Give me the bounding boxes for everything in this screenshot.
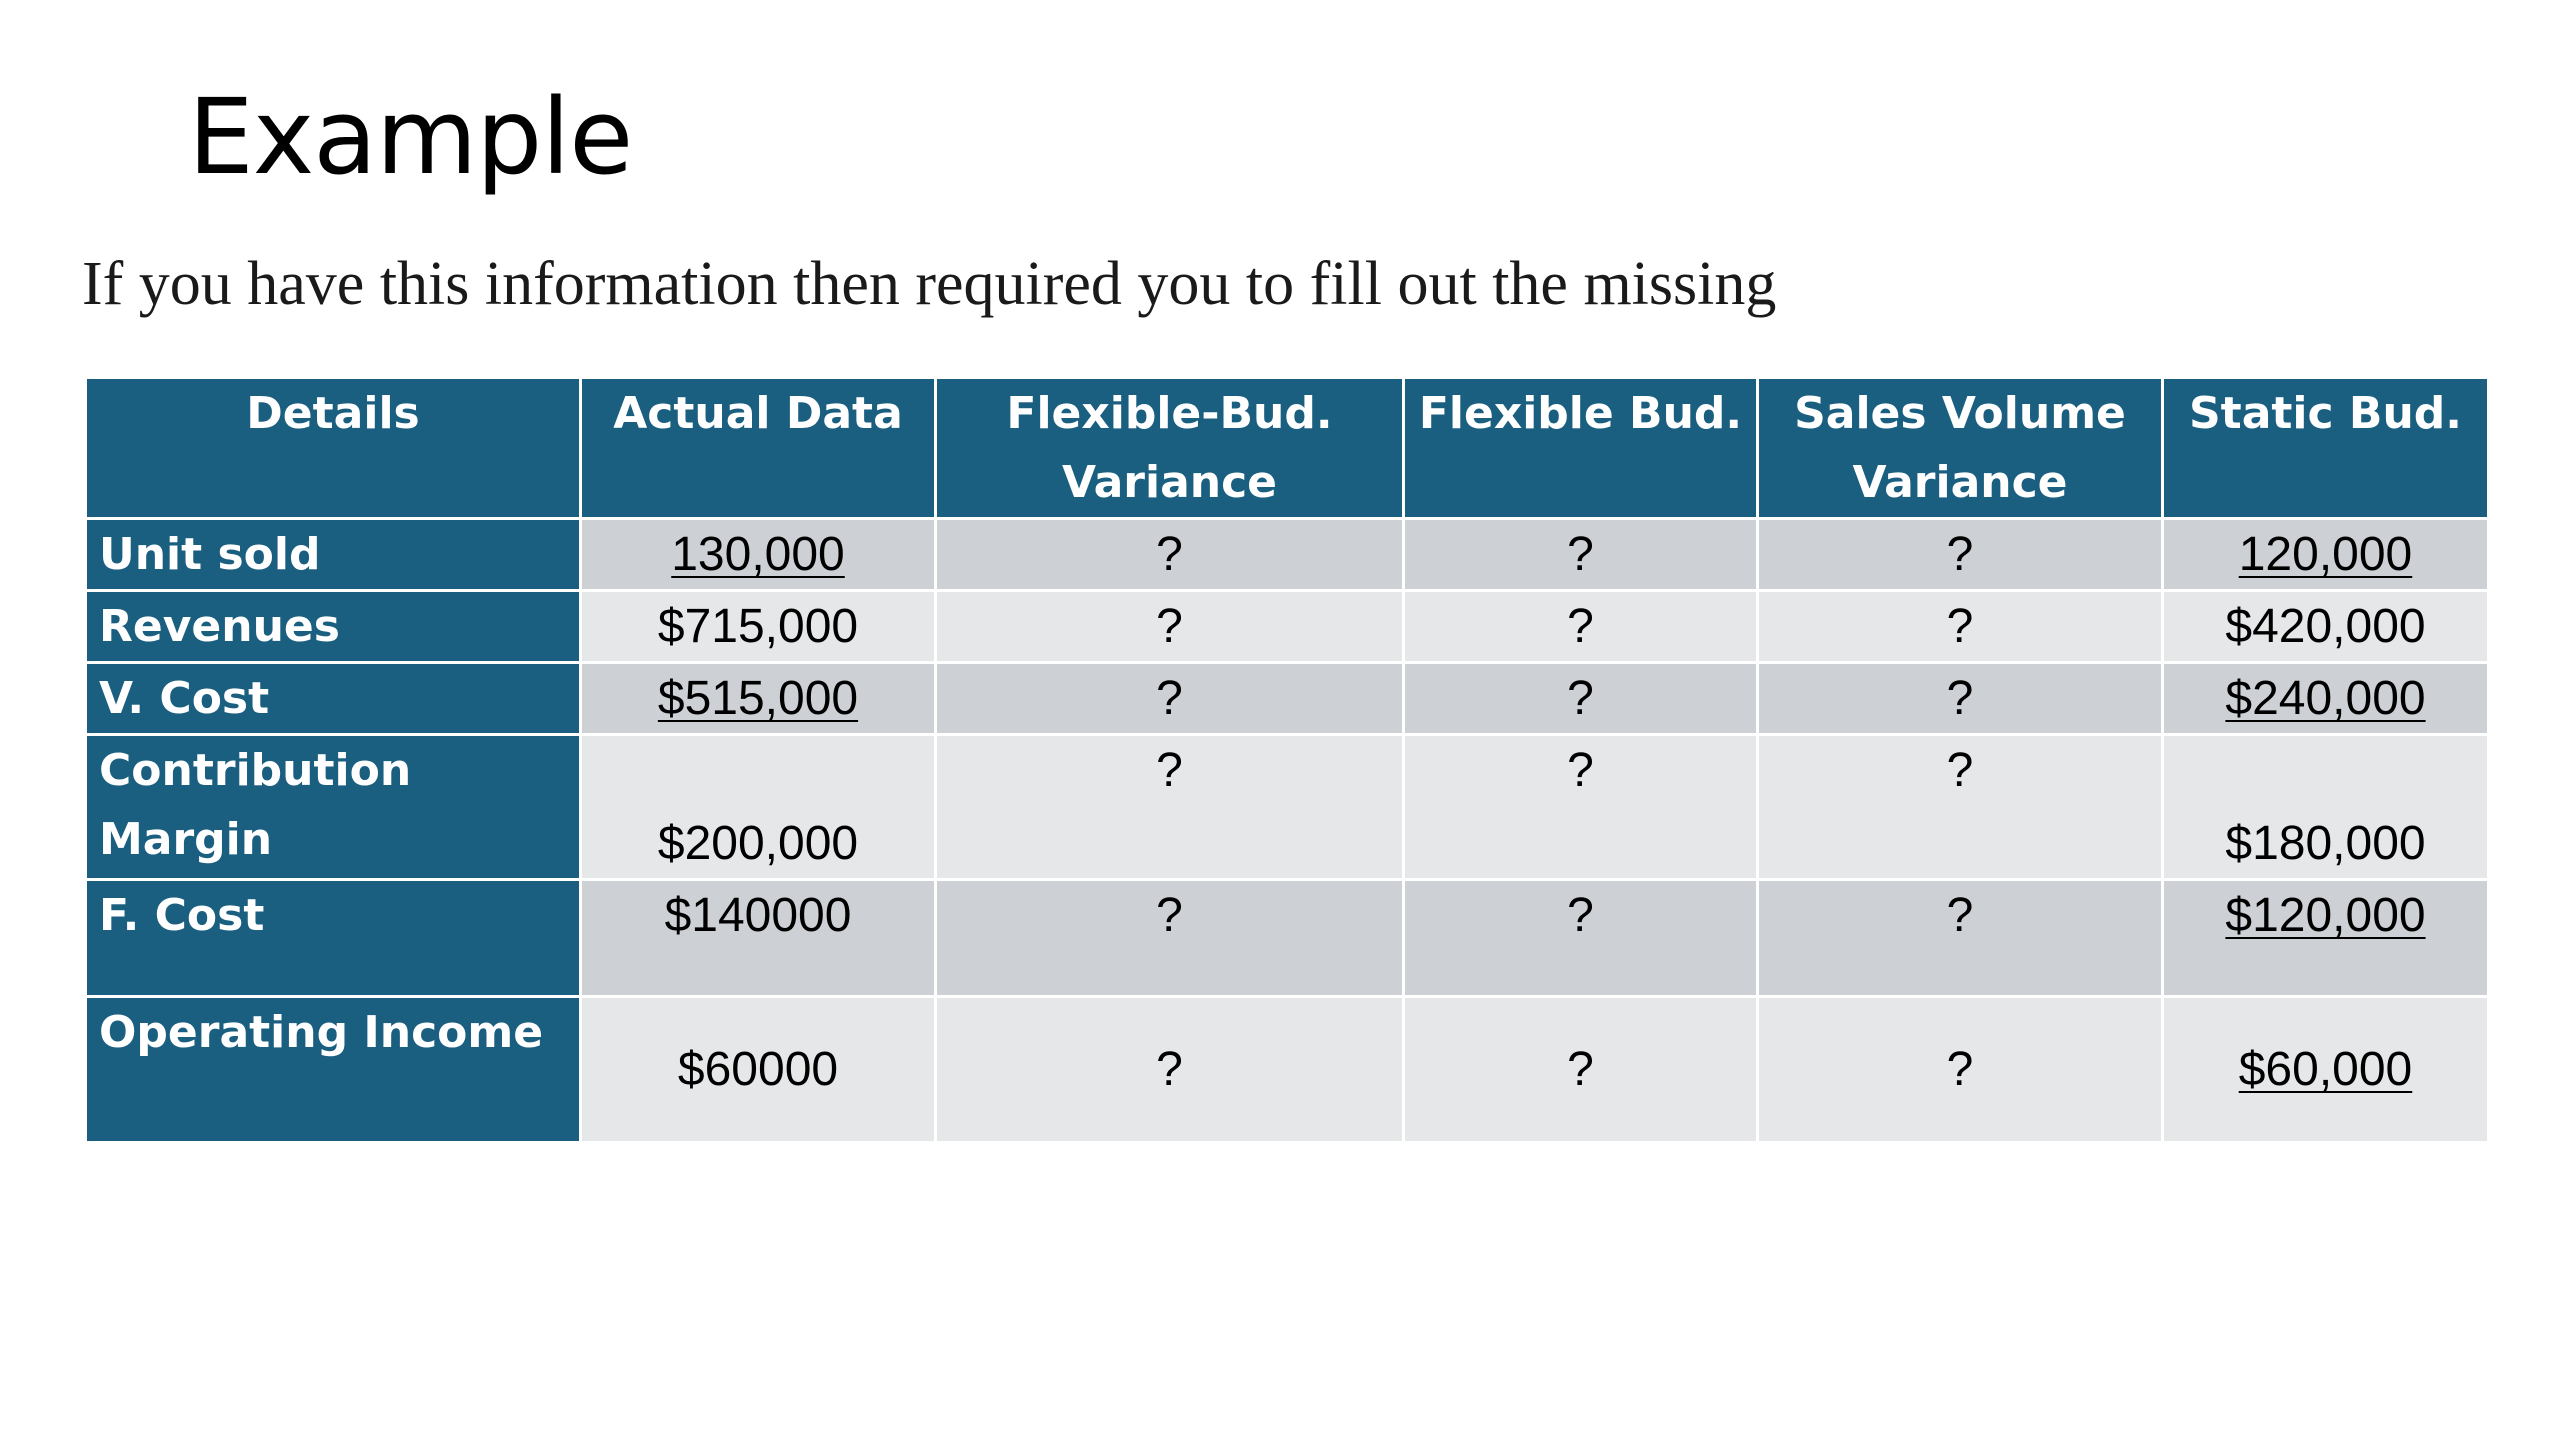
table-header-row: [86, 378, 2489, 519]
flexible-budget-variance-cell: ?: [936, 880, 1404, 997]
header-details: Details: [86, 378, 581, 519]
sales-volume-variance-cell: ?: [1758, 519, 2163, 591]
table-row-operating-income: [86, 997, 2489, 1143]
table-row-fixed-cost: [86, 880, 2489, 997]
actual-cell: [581, 663, 936, 735]
flexible-budget-variance-cell: ?: [936, 591, 1404, 663]
sales-volume-variance-cell: ?: [1758, 997, 2163, 1143]
flexible-budget-variance-cell: ?: [936, 735, 1404, 880]
actual-value: $515,000: [657, 672, 859, 725]
sales-volume-variance-cell: ?: [1758, 735, 2163, 880]
flexible-budget-cell: ?: [1404, 663, 1758, 735]
table-row-revenues: [86, 591, 2489, 663]
row-label: V. Cost: [86, 663, 581, 735]
flexible-budget-variance-cell: ?: [936, 663, 1404, 735]
row-label: F. Cost: [86, 880, 581, 997]
budget-variance-table: [84, 376, 2490, 1144]
flexible-budget-variance-cell: ?: [936, 997, 1404, 1143]
header-flexible-budget-variance: Flexible-Bud. Variance: [936, 378, 1404, 519]
actual-cell: $715,000: [581, 591, 936, 663]
header-flexible-budget: Flexible Bud.: [1404, 378, 1758, 519]
static-cell: [2163, 997, 2489, 1143]
static-value: $240,000: [2225, 672, 2426, 725]
actual-cell: $200,000: [581, 735, 936, 880]
actual-cell: $140000: [581, 880, 936, 997]
row-label: Revenues: [86, 591, 581, 663]
static-cell: [2163, 519, 2489, 591]
table-row-contribution-margin: [86, 735, 2489, 880]
table-row-variable-cost: [86, 663, 2489, 735]
row-label: Contribution Margin: [86, 735, 581, 880]
actual-cell: $60000: [581, 997, 936, 1143]
header-static-budget: Static Bud.: [2163, 378, 2489, 519]
flexible-budget-cell: ?: [1404, 880, 1758, 997]
actual-value: 130,000: [671, 528, 845, 581]
header-actual-data: Actual Data: [581, 378, 936, 519]
flexible-budget-cell: ?: [1404, 997, 1758, 1143]
flexible-budget-variance-cell: ?: [936, 519, 1404, 591]
slide-subtitle: If you have this information then required you to fill out the missing: [82, 250, 1777, 318]
row-label: Unit sold: [86, 519, 581, 591]
slide-title: Example: [188, 76, 633, 198]
flexible-budget-cell: ?: [1404, 519, 1758, 591]
static-value: 120,000: [2238, 528, 2413, 581]
table-row-unit-sold: [86, 519, 2489, 591]
static-value: $60,000: [2238, 1043, 2413, 1096]
static-cell: [2163, 880, 2489, 997]
actual-cell: [581, 519, 936, 591]
sales-volume-variance-cell: ?: [1758, 663, 2163, 735]
static-cell: [2163, 663, 2489, 735]
static-value: $120,000: [2225, 889, 2426, 942]
header-sales-volume-variance: Sales Volume Variance: [1758, 378, 2163, 519]
sales-volume-variance-cell: ?: [1758, 880, 2163, 997]
flexible-budget-cell: ?: [1404, 735, 1758, 880]
flexible-budget-cell: ?: [1404, 591, 1758, 663]
row-label: Operating Income: [86, 997, 581, 1143]
static-cell: $420,000: [2163, 591, 2489, 663]
sales-volume-variance-cell: ?: [1758, 591, 2163, 663]
static-cell: $180,000: [2163, 735, 2489, 880]
